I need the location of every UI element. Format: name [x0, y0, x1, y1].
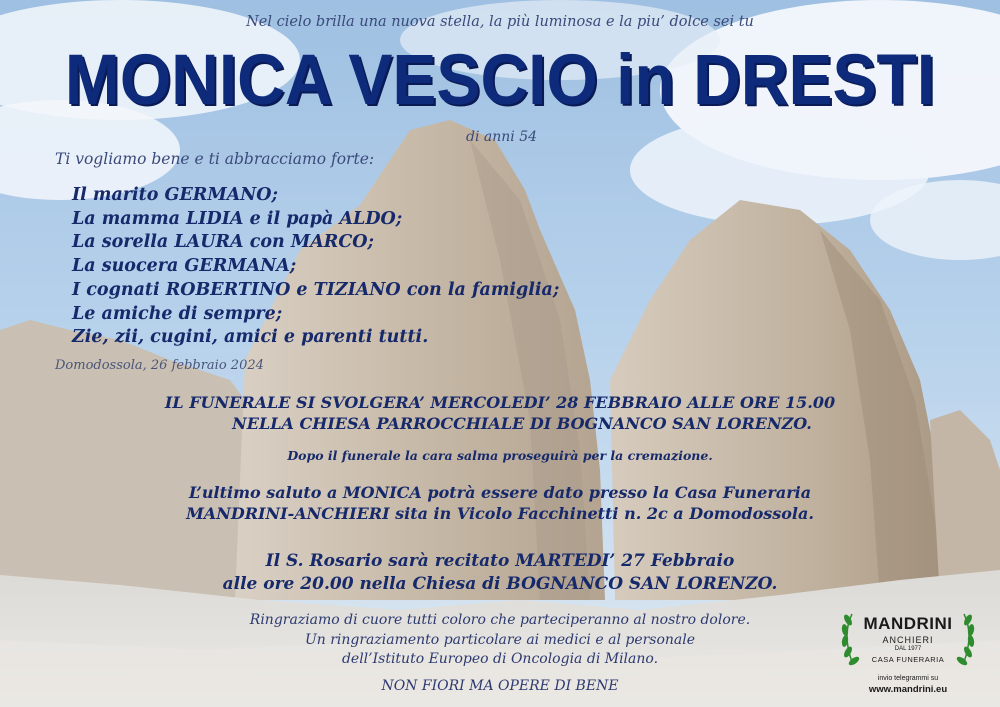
telegram-note: invio telegrammi su — [877, 675, 939, 682]
website-link[interactable]: www.mandrini.eu — [868, 684, 948, 695]
rosary-line-2: alle ore 20.00 nella Chiesa di BOGNANCO SAN LORENZO. — [222, 574, 778, 594]
cremation-note: Dopo il funerale la cara salma proseguirà per la cremazione. — [287, 448, 713, 463]
family-item: La mamma LIDIA e il papà ALDO; — [72, 208, 403, 229]
thanks-line-3: dell’Istituto Europeo di Oncologia di Milano. — [341, 651, 659, 667]
funeral-line-2: NELLA CHIESA PARROCCHIALE DI BOGNANCO SAN LORENZO. — [232, 414, 812, 433]
family-item: Il marito GERMANO; — [72, 185, 278, 205]
last-greeting-line-2: MANDRINI-ANCHIERI sita in Vicolo Facchinetti n. 2c a Domodossola. — [186, 504, 814, 523]
family-list — [72, 184, 559, 350]
family-item: Le amiche di sempre; — [72, 303, 283, 324]
family-item: Zie, zii, cugini, amici e parenti tutti. — [72, 327, 429, 348]
thanks-line-2: Un ringraziamento particolare ai medici e al personale — [304, 631, 696, 648]
closing-line: NON FIORI MA OPERE DI BENE — [381, 678, 619, 694]
family-item: La suocera GERMANA; — [72, 256, 297, 277]
deceased-name: MONICA VESCIO in DRESTI — [64, 39, 936, 119]
intro-line: Ti vogliamo bene e ti abbracciamo forte: — [55, 150, 375, 168]
top-quote: Nel cielo brilla una nuova stella, la più luminosa e la piu’ dolce sei tu — [246, 14, 754, 30]
age-label: di anni 54 — [466, 129, 538, 145]
funeral-home-logo — [838, 604, 978, 699]
logo-since: DAL 1977 — [894, 646, 922, 652]
family-item: I cognati ROBERTINO e TIZIANO con la famiglia; — [72, 279, 560, 300]
logo-brand: MANDRINI — [863, 614, 953, 633]
family-item: La sorella LAURA con MARCO; — [72, 232, 374, 253]
logo-subtitle: ANCHIERI — [882, 635, 934, 645]
rosary-notice — [0, 550, 1000, 596]
funeral-line-1: IL FUNERALE SI SVOLGERA’ MERCOLEDI’ 28 FEBBRAIO ALLE ORE 15.00 — [164, 393, 836, 412]
last-greeting-line-1: L’ultimo saluto a MONICA potrà essere dato presso la Casa Funeraria — [188, 483, 812, 502]
logo-tagline: CASA FUNERARIA — [871, 655, 945, 664]
thanks-line-1: Ringraziamo di cuore tutti coloro che parteciperanno al nostro dolore. — [249, 612, 751, 628]
last-greeting-notice — [0, 482, 1000, 524]
funeral-notice — [0, 392, 1000, 434]
rosary-line-1: Il S. Rosario sarà recitato MARTEDI’ 27 Febbraio — [265, 551, 735, 571]
place-date: Domodossola, 26 febbraio 2024 — [55, 358, 264, 373]
